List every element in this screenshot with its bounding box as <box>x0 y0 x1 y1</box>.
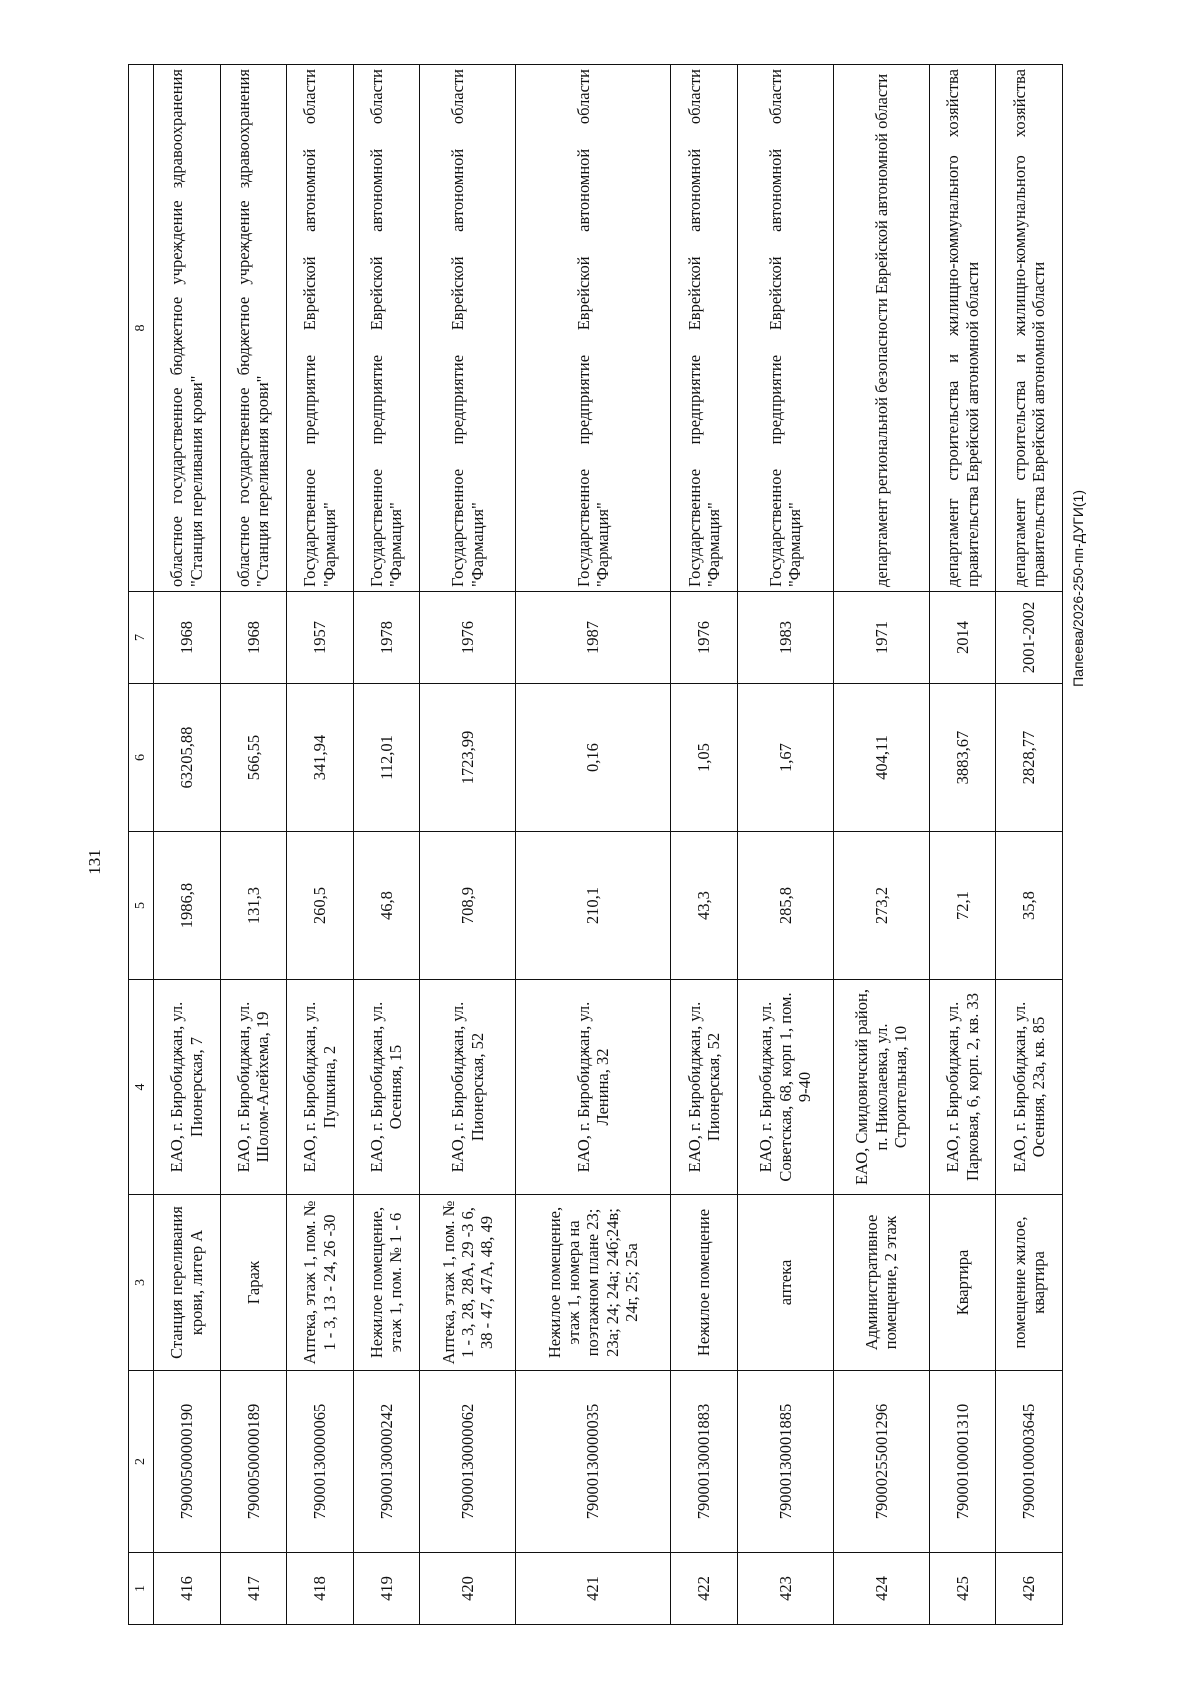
property-register-table <box>128 64 1063 1625</box>
registry-code: 79000130001883 <box>671 1371 738 1553</box>
object-area: 285,8 <box>737 832 833 980</box>
object-area: 46,8 <box>353 832 420 980</box>
registry-code: 79000130000062 <box>420 1371 516 1553</box>
row-number: 420 <box>420 1553 516 1625</box>
row-number: 418 <box>287 1553 354 1625</box>
row-number: 416 <box>154 1553 221 1625</box>
table-row <box>420 65 516 1625</box>
registry-code: 79000130001885 <box>737 1371 833 1553</box>
object-cost: 404,11 <box>833 684 929 832</box>
object-year: 1976 <box>420 592 516 684</box>
column-header: 1 <box>129 1553 154 1625</box>
object-cost: 566,55 <box>220 684 287 832</box>
registry-code: 79000100001310 <box>929 1371 996 1553</box>
column-header: 8 <box>129 65 154 592</box>
row-number: 417 <box>220 1553 287 1625</box>
rights-holder: департамент строительства и жилищно-коммунального хозяйства правительства Еврейской автономной области <box>996 65 1063 592</box>
row-number: 426 <box>996 1553 1063 1625</box>
rights-holder: Государственное предприятие Еврейской автономной области "Фармация" <box>737 65 833 592</box>
object-address: ЕАО, г. Биробиджан, ул. Советская, 68, корп 1, пом. 9-40 <box>737 980 833 1195</box>
registry-code: 79000100003645 <box>996 1371 1063 1553</box>
row-number: 421 <box>516 1553 671 1625</box>
object-year: 1976 <box>671 592 738 684</box>
object-area: 708,9 <box>420 832 516 980</box>
registry-code: 79000130000035 <box>516 1371 671 1553</box>
object-address: ЕАО, г. Биробиджан, ул. Шолом-Алейхема, 19 <box>220 980 287 1195</box>
column-header: 7 <box>129 592 154 684</box>
object-name: Нежилое помещение <box>671 1195 738 1371</box>
table-row <box>929 65 996 1625</box>
page-number: 131 <box>85 849 104 875</box>
object-area: 260,5 <box>287 832 354 980</box>
object-cost: 63205,88 <box>154 684 221 832</box>
object-name: Нежилое помещение, этаж 1, номера на поэтажном плане 23; 23а; 24; 24а; 24б;24в; 24г, 25; 25а <box>516 1195 671 1371</box>
object-year: 1978 <box>353 592 420 684</box>
rotated-table-wrapper <box>128 65 1063 1625</box>
column-number-row <box>129 65 154 1625</box>
object-year: 2001-2002 <box>996 592 1063 684</box>
object-area: 273,2 <box>833 832 929 980</box>
rights-holder: областное государственное бюджетное учреждение здравоохранения "Станция переливания крови" <box>154 65 221 592</box>
object-cost: 112,01 <box>353 684 420 832</box>
object-name: Аптека, этаж 1, пом. № 1 - 3, 13 - 24, 26 -30 <box>287 1195 354 1371</box>
object-cost: 0,16 <box>516 684 671 832</box>
rights-holder: Государственное предприятие Еврейской автономной области "Фармация" <box>671 65 738 592</box>
document-footer-code: Папеева/2026-250-пп-ДУГИ(1) <box>1070 490 1086 687</box>
column-header: 3 <box>129 1195 154 1371</box>
object-address: ЕАО, Смидовичский район, п. Николаевка, ул. Строительная, 10 <box>833 980 929 1195</box>
row-number: 419 <box>353 1553 420 1625</box>
object-area: 1986,8 <box>154 832 221 980</box>
object-area: 35,8 <box>996 832 1063 980</box>
object-cost: 341,94 <box>287 684 354 832</box>
table-row <box>287 65 354 1625</box>
rights-holder: областное государственное бюджетное учреждение здравоохранения "Станция переливания крови" <box>220 65 287 592</box>
object-name: Нежилое помещение, этаж 1, пом. № 1 - 6 <box>353 1195 420 1371</box>
registry-code: 79000500000189 <box>220 1371 287 1553</box>
object-name: Административное помещение, 2 этаж <box>833 1195 929 1371</box>
object-address: ЕАО, г. Биробиджан, ул. Пушкина, 2 <box>287 980 354 1195</box>
column-header: 4 <box>129 980 154 1195</box>
table-row <box>154 65 221 1625</box>
object-year: 1987 <box>516 592 671 684</box>
rights-holder: Государственное предприятие Еврейской автономной области "Фармация" <box>516 65 671 592</box>
object-address: ЕАО, г. Биробиджан, ул. Пионерская, 7 <box>154 980 221 1195</box>
registry-code: 79000130000242 <box>353 1371 420 1553</box>
object-name: Станция переливания крови, литер А <box>154 1195 221 1371</box>
object-address: ЕАО, г. Биробиджан, ул. Парковая, 6, корп. 2, кв. 33 <box>929 980 996 1195</box>
object-area: 210,1 <box>516 832 671 980</box>
row-number: 425 <box>929 1553 996 1625</box>
rights-holder: Государственное предприятие Еврейской автономной области "Фармация" <box>420 65 516 592</box>
object-name: Гараж <box>220 1195 287 1371</box>
column-header: 5 <box>129 832 154 980</box>
object-year: 1983 <box>737 592 833 684</box>
registry-code: 79000500000190 <box>154 1371 221 1553</box>
object-cost: 1,67 <box>737 684 833 832</box>
table-row <box>220 65 287 1625</box>
object-name: Квартира <box>929 1195 996 1371</box>
object-cost: 1723,99 <box>420 684 516 832</box>
table-row <box>671 65 738 1625</box>
object-address: ЕАО, г. Биробиджан, ул. Ленина, 32 <box>516 980 671 1195</box>
registry-code: 79000255001296 <box>833 1371 929 1553</box>
object-area: 43,3 <box>671 832 738 980</box>
object-name: аптека <box>737 1195 833 1371</box>
object-address: ЕАО, г. Биробиджан, ул. Пионерская, 52 <box>420 980 516 1195</box>
object-year: 2014 <box>929 592 996 684</box>
rights-holder: департамент региональной безопасности Еврейской автономной области <box>833 65 929 592</box>
rights-holder: Государственное предприятие Еврейской автономной области "Фармация" <box>287 65 354 592</box>
column-header: 2 <box>129 1371 154 1553</box>
row-number: 422 <box>671 1553 738 1625</box>
object-address: ЕАО, г. Биробиджан, ул. Пионерская, 52 <box>671 980 738 1195</box>
table-row <box>353 65 420 1625</box>
object-cost: 2828,77 <box>996 684 1063 832</box>
rights-holder: Государственное предприятие Еврейской автономной области "Фармация" <box>353 65 420 592</box>
column-header: 6 <box>129 684 154 832</box>
row-number: 424 <box>833 1553 929 1625</box>
table-row <box>996 65 1063 1625</box>
object-year: 1968 <box>154 592 221 684</box>
object-name: помещение жилое, квартира <box>996 1195 1063 1371</box>
object-year: 1971 <box>833 592 929 684</box>
table-row <box>833 65 929 1625</box>
object-year: 1968 <box>220 592 287 684</box>
object-address: ЕАО, г. Биробиджан, ул. Осенняя, 15 <box>353 980 420 1195</box>
row-number: 423 <box>737 1553 833 1625</box>
object-cost: 3883,67 <box>929 684 996 832</box>
object-cost: 1,05 <box>671 684 738 832</box>
table-row <box>737 65 833 1625</box>
object-year: 1957 <box>287 592 354 684</box>
table-row <box>516 65 671 1625</box>
object-name: Аптека, этаж 1, пом. № 1 - 3, 28, 28А, 29 -3 6, 38 - 47, 47А, 48, 49 <box>420 1195 516 1371</box>
rights-holder: департамент строительства и жилищно-коммунального хозяйства правительства Еврейской автономной области <box>929 65 996 592</box>
object-area: 72,1 <box>929 832 996 980</box>
registry-code: 79000130000065 <box>287 1371 354 1553</box>
object-area: 131,3 <box>220 832 287 980</box>
object-address: ЕАО, г. Биробиджан, ул. Осенняя, 23а, кв. 85 <box>996 980 1063 1195</box>
